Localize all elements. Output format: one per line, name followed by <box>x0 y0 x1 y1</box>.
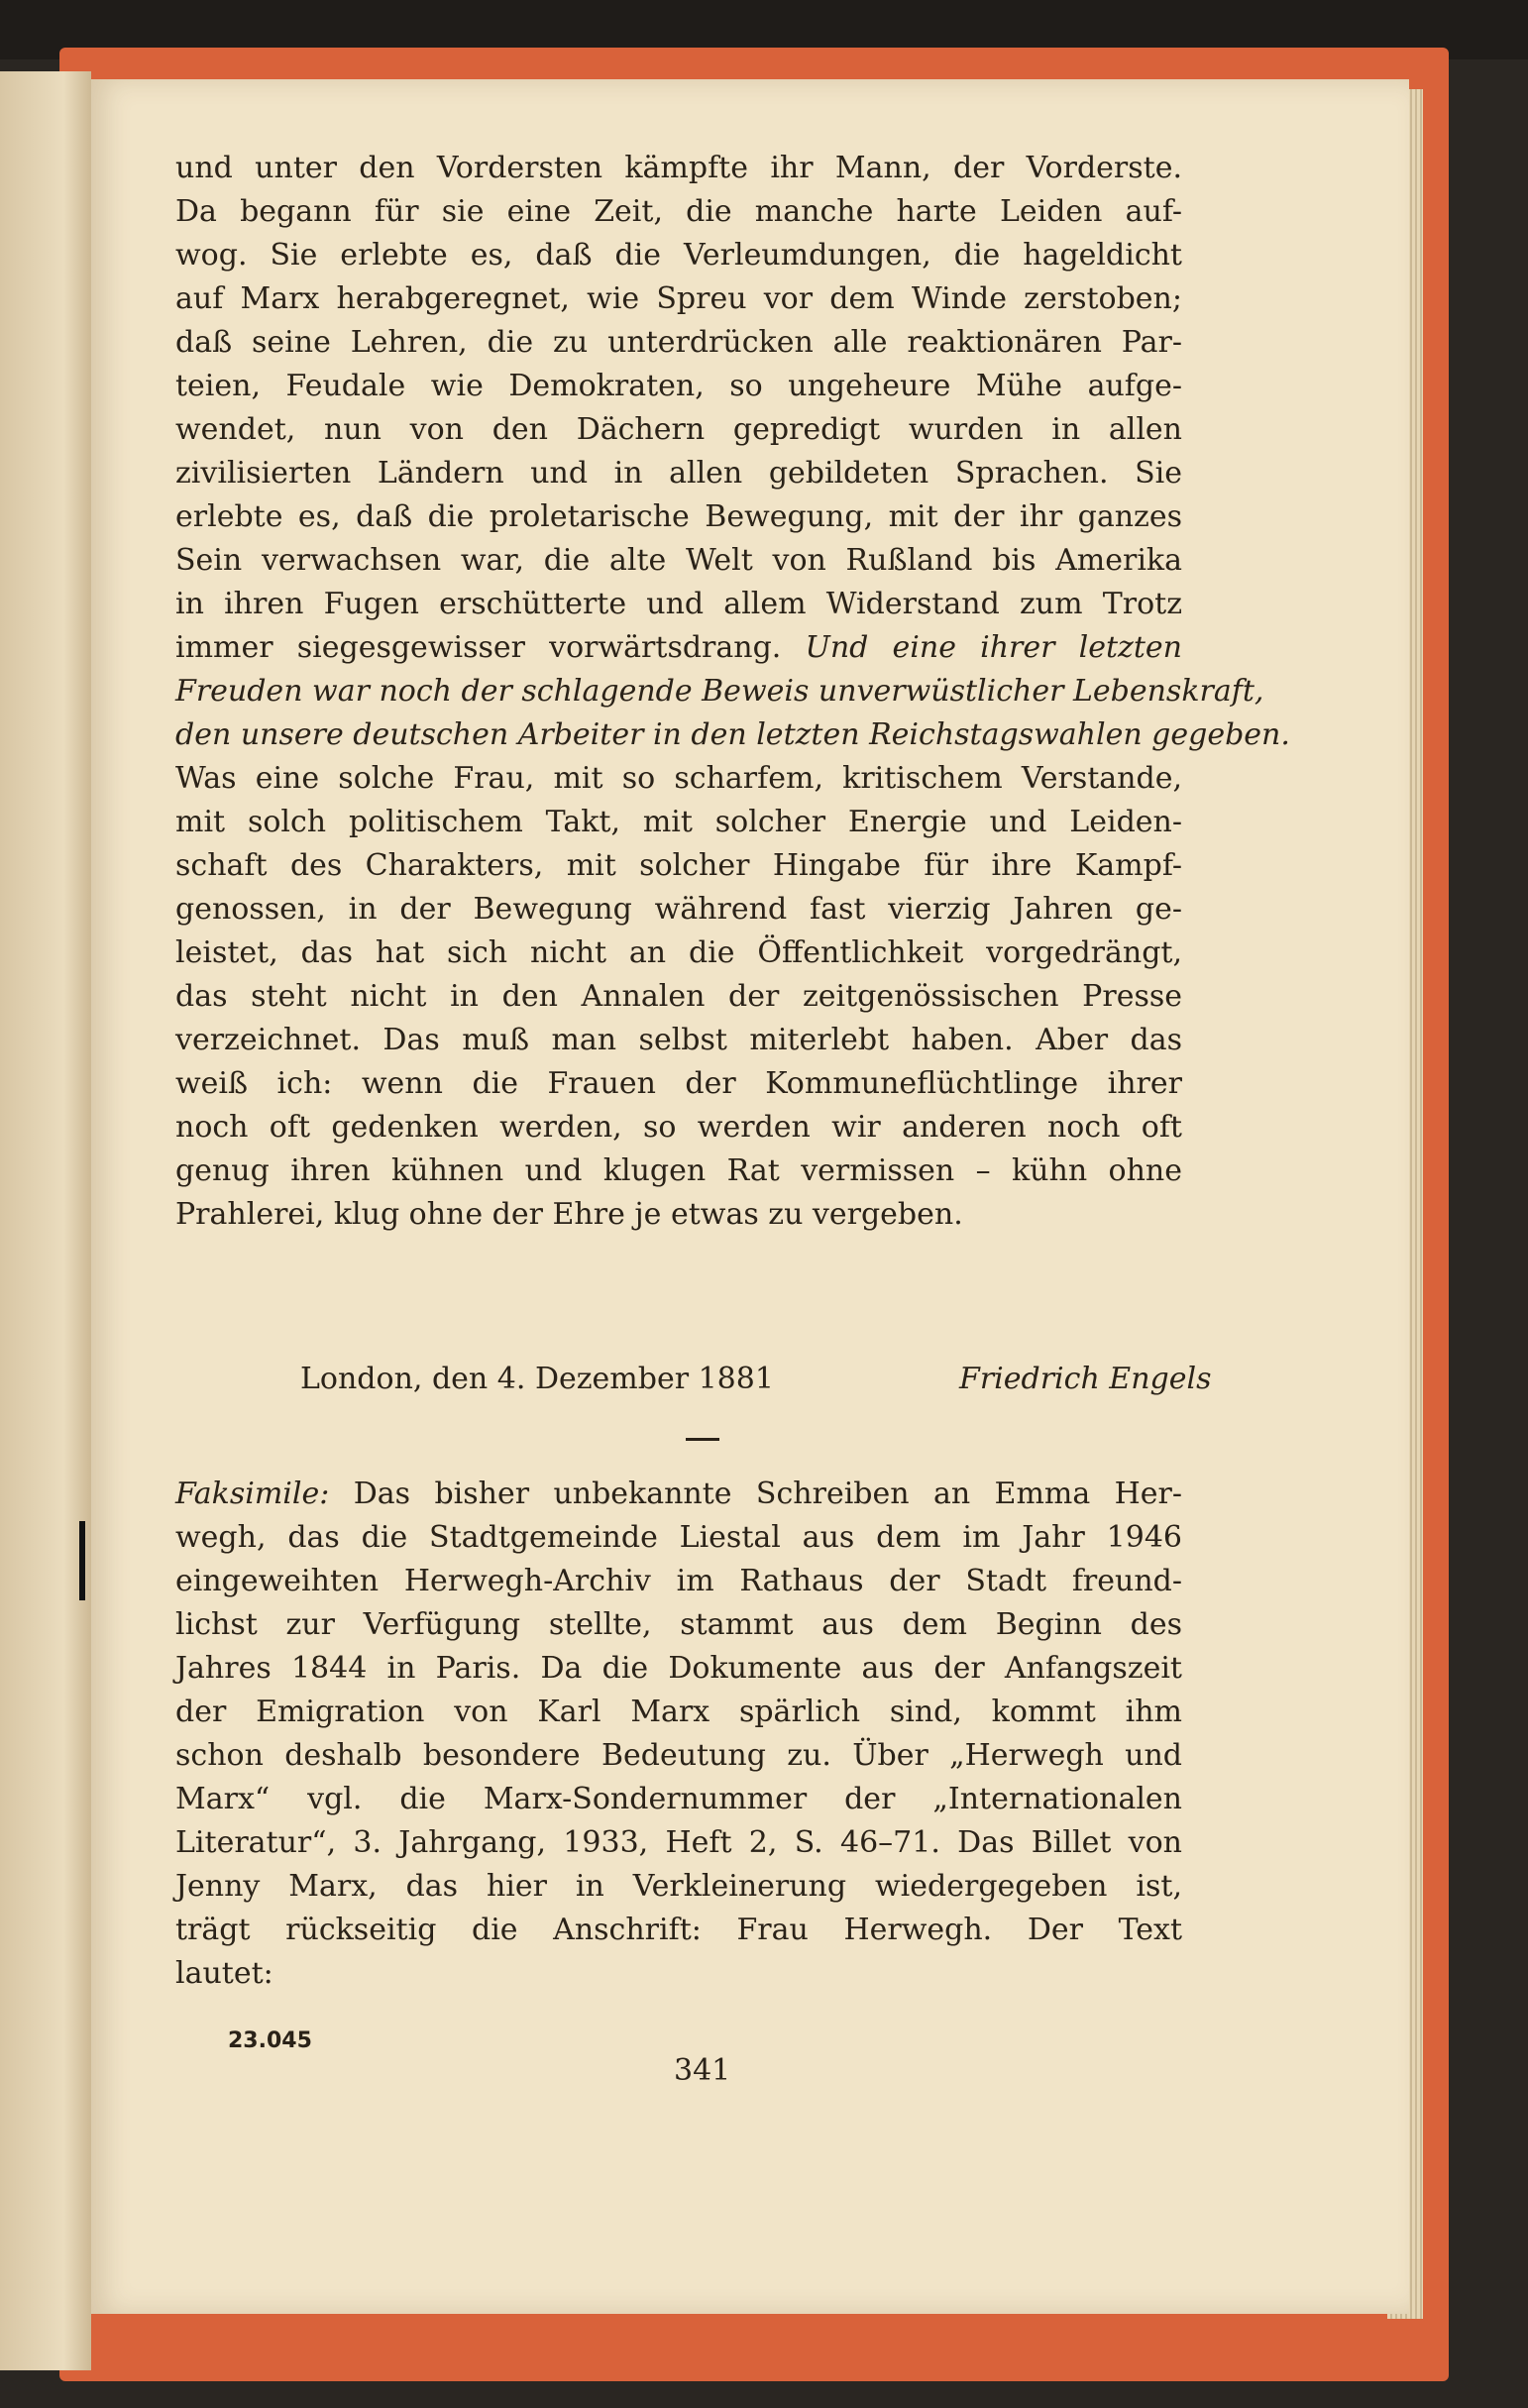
note-line: wegh, das die Stadtgemeinde Liestal aus dem im Jahr 1946 <box>175 1520 1182 1555</box>
text-line: Prahlerei, klug ohne der Ehre je etwas zu vergeben. <box>175 1197 963 1232</box>
text-line: weiß ich: wenn die Frauen der Kommuneflüchtlinge ihrer <box>175 1066 1182 1101</box>
note-line: trägt rückseitig die Anschrift: Frau Herwegh. Der Text <box>175 1913 1182 1947</box>
section-separator <box>686 1438 719 1441</box>
gutter-mark <box>79 1521 85 1600</box>
note-line-first <box>175 1473 1182 1516</box>
note-line: Jahres 1844 in Paris. Da die Dokumente aus der Anfangszeit <box>175 1651 1182 1686</box>
text-line: zivilisierten Ländern und in allen gebildeten Sprachen. Sie <box>175 456 1182 491</box>
signature-place-date: London, den 4. Dezember 1881 <box>300 1362 774 1396</box>
note-lead: Faksimile: <box>175 1477 330 1511</box>
note-line: der Emigration von Karl Marx spärlich sind, kommt ihm <box>175 1695 1182 1729</box>
text-line: schaft des Charakters, mit solcher Hingabe für ihre Kampf- <box>175 848 1182 883</box>
text-roman: immer siegesgewisser vorwärtsdrang. <box>175 630 782 665</box>
text-line: das steht nicht in den Annalen der zeitgenössischen Presse <box>175 979 1182 1014</box>
note-line: lichst zur Verfügung stellte, stammt aus dem Beginn des <box>175 1607 1182 1642</box>
page-number: 341 <box>674 2053 731 2088</box>
text-line: daß seine Lehren, die zu unterdrücken alle reaktionären Par- <box>175 325 1182 360</box>
text-line-italic: Freuden war noch der schlagende Beweis unverwüstlicher Lebenskraft, <box>175 674 1264 709</box>
text-line: Was eine solche Frau, mit so scharfem, kritischem Verstande, <box>175 761 1182 796</box>
text-line: auf Marx herabgeregnet, wie Spreu vor dem Winde zerstoben; <box>175 281 1182 316</box>
text-line: verzeichnet. Das muß man selbst miterlebt haben. Aber das <box>175 1023 1182 1057</box>
note-line: Literatur“, 3. Jahrgang, 1933, Heft 2, S. 46–71. Das Billet von <box>175 1825 1182 1860</box>
note-line: Jenny Marx, das hier in Verkleinerung wiedergegeben ist, <box>175 1869 1182 1904</box>
text-line: wog. Sie erlebte es, daß die Verleumdungen, die hageldicht <box>175 238 1182 273</box>
note-line: lautet: <box>175 1956 273 1991</box>
text-line: erlebte es, daß die proletarische Bewegung, mit der ihr ganzes <box>175 499 1182 534</box>
text-line: genossen, in der Bewegung während fast vierzig Jahren ge- <box>175 892 1182 927</box>
text-line: Da begann für sie eine Zeit, die manche harte Leiden auf- <box>175 194 1182 229</box>
text-line: noch oft gedenken werden, so werden wir anderen noch oft <box>175 1110 1182 1145</box>
note-text: Das bisher unbekannte Schreiben an Emma Her- <box>353 1477 1182 1511</box>
text-line-mixed <box>175 626 1182 670</box>
note-line: eingeweihten Herwegh-Archiv im Rathaus der Stadt freund- <box>175 1564 1182 1598</box>
note-line: Marx“ vgl. die Marx-Sondernummer der „Internationalen <box>175 1782 1182 1816</box>
text-italic: Und eine ihrer letzten <box>805 630 1182 665</box>
previous-page-edge <box>0 71 91 2370</box>
text-line: leistet, das hat sich nicht an die Öffentlichkeit vorgedrängt, <box>175 935 1182 970</box>
text-line: Sein verwachsen war, die alte Welt von Rußland bis Amerika <box>175 543 1182 578</box>
text-line: mit solch politischem Takt, mit solcher Energie und Leiden- <box>175 805 1182 839</box>
text-line: und unter den Vordersten kämpfte ihr Mann, der Vorderste. <box>175 151 1182 185</box>
text-line: in ihren Fugen erschütterte und allem Widerstand zum Trotz <box>175 587 1182 621</box>
text-line: teien, Feudale wie Demokraten, so ungeheure Mühe aufge- <box>175 369 1182 403</box>
signature-name: Friedrich Engels <box>959 1362 1212 1396</box>
note-line: schon deshalb besondere Bedeutung zu. Über „Herwegh und <box>175 1738 1182 1773</box>
text-line: genug ihren kühnen und klugen Rat vermissen – kühn ohne <box>175 1153 1182 1188</box>
signature-code: 23.045 <box>228 2028 312 2053</box>
text-line: wendet, nun von den Dächern gepredigt wurden in allen <box>175 412 1182 447</box>
text-line-italic: den unsere deutschen Arbeiter in den letzten Reichstagswahlen gegeben. <box>175 717 1290 752</box>
